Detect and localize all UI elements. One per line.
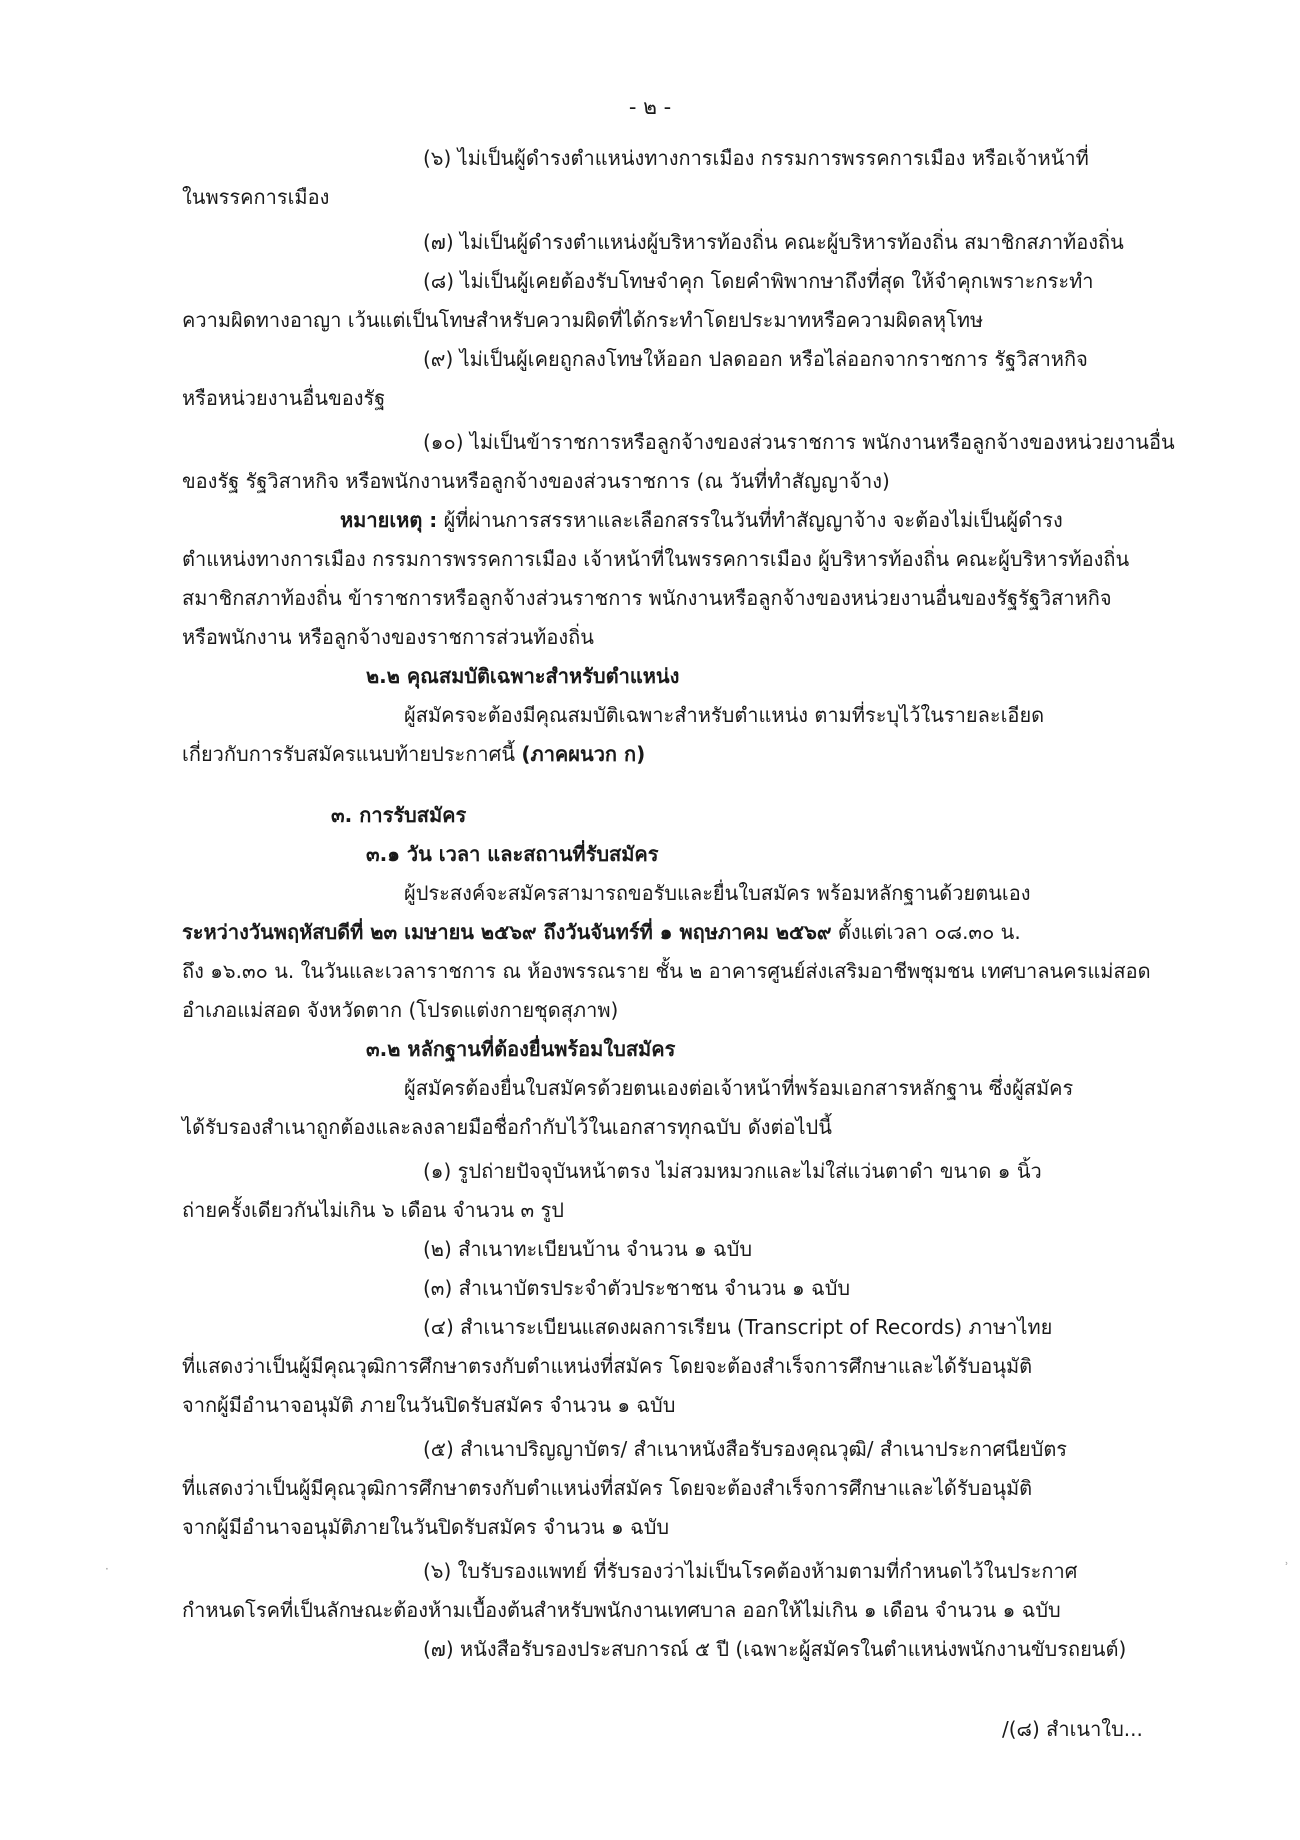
scan-speck: ·	[105, 1562, 109, 1576]
list-item: (๘) ไม่เป็นผู้เคยต้องรับโทษจำคุก โดยคำพิพากษาถึงที่สุด ให้จำคุกเพราะกระทำ	[423, 269, 1094, 293]
list-item: (๕) สำเนาปริญญาบัตร/ สำเนาหนังสือรับรองคุณวุฒิ/ สำเนาประกาศนียบัตร	[423, 1437, 1068, 1461]
list-item-continuation: ที่แสดงว่าเป็นผู้มีคุณวุฒิการศึกษาตรงกับตำแหน่งที่สมัคร โดยจะต้องสำเร็จการศึกษาและได้รับอนุมัติ	[182, 1476, 1033, 1500]
list-item-continuation: ของรัฐ รัฐวิสาหกิจ หรือพนักงานหรือลูกจ้างของส่วนราชการ (ณ วันที่ทำสัญญาจ้าง)	[182, 469, 890, 493]
paragraph-continuation: ได้รับรองสำเนาถูกต้องและลงลายมือชื่อกำกับไว้ในเอกสารทุกฉบับ ดังต่อไปนี้	[182, 1115, 832, 1139]
section-heading-3: ๓. การรับสมัคร	[331, 803, 467, 827]
list-item-continuation: ความผิดทางอาญา เว้นแต่เป็นโทษสำหรับความผิดที่ได้กระทำโดยประมาทหรือความผิดลหุโทษ	[182, 308, 984, 332]
paragraph-continuation: ระหว่างวันพฤหัสบดีที่ ๒๓ เมษายน ๒๕๖๙ ถึงวันจันทร์ที่ ๑ พฤษภาคม ๒๕๖๙ ตั้งแต่เวลา ๐๘.๓๐ น.	[182, 920, 1021, 944]
list-item-continuation: จากผู้มีอำนาจอนุมัติ ภายในวันปิดรับสมัคร จำนวน ๑ ฉบับ	[182, 1393, 676, 1417]
list-item: (๒) สำเนาทะเบียนบ้าน จำนวน ๑ ฉบับ	[423, 1237, 753, 1261]
continuation-marker: /(๘) สำเนาใบ...	[1002, 1717, 1143, 1741]
section-heading-3-1: ๓.๑ วัน เวลา และสถานที่รับสมัคร	[366, 842, 659, 866]
paragraph-continuation: ถึง ๑๖.๓๐ น. ในวันและเวลาราชการ ณ ห้องพรรณราย ชั้น ๒ อาคารศูนย์ส่งเสริมอาชีพชุมชน เทศบาลนครแม่สอด	[182, 959, 1151, 983]
list-item-continuation: ถ่ายครั้งเดียวกันไม่เกิน ๖ เดือน จำนวน ๓ รูป	[182, 1198, 564, 1222]
list-item: (๑๐) ไม่เป็นข้าราชการหรือลูกจ้างของส่วนราชการ พนักงานหรือลูกจ้างของหน่วยงานอื่น	[423, 430, 1175, 454]
paragraph-continuation: เกี่ยวกับการรับสมัครแนบท้ายประกาศนี้ (ภาคผนวก ก)	[182, 742, 646, 766]
list-item-continuation: จากผู้มีอำนาจอนุมัติภายในวันปิดรับสมัคร จำนวน ๑ ฉบับ	[182, 1515, 670, 1539]
list-item: (๗) ไม่เป็นผู้ดำรงตำแหน่งผู้บริหารท้องถิ่น คณะผู้บริหารท้องถิ่น สมาชิกสภาท้องถิ่น	[423, 230, 1124, 254]
appendix-reference: (ภาคผนวก ก)	[521, 742, 646, 766]
page-number: - ๒ -	[628, 95, 672, 119]
paragraph-continuation: อำเภอแม่สอด จังหวัดตาก (โปรดแต่งกายชุดสุภาพ)	[182, 998, 619, 1022]
remark-label: หมายเหตุ :	[340, 508, 438, 532]
paragraph: ผู้ประสงค์จะสมัครสามารถขอรับและยื่นใบสมัคร พร้อมหลักฐานด้วยตนเอง	[404, 881, 1031, 905]
list-item: (๗) หนังสือรับรองประสบการณ์ ๕ ปี (เฉพาะผู้สมัครในตำแหน่งพนักงานขับรถยนต์)	[423, 1637, 1127, 1661]
remark-continuation: หรือพนักงาน หรือลูกจ้างของราชการส่วนท้องถิ่น	[182, 625, 594, 649]
list-item: (๔) สำเนาระเบียนแสดงผลการเรียน (Transcript of Records) ภาษาไทย	[423, 1315, 1053, 1339]
list-item-continuation: กำหนดโรคที่เป็นลักษณะต้องห้ามเบื้องต้นสำหรับพนักงานเทศบาล ออกให้ไม่เกิน ๑ เดือน จำนวน ๑ ฉบับ	[182, 1598, 1061, 1622]
list-item-continuation: ที่แสดงว่าเป็นผู้มีคุณวุฒิการศึกษาตรงกับตำแหน่งที่สมัคร โดยจะต้องสำเร็จการศึกษาและได้รับอนุมัติ	[182, 1354, 1033, 1378]
list-item-continuation: หรือหน่วยงานอื่นของรัฐ	[182, 386, 386, 410]
remark-paragraph: หมายเหตุ : ผู้ที่ผ่านการสรรหาและเลือกสรรในวันที่ทำสัญญาจ้าง จะต้องไม่เป็นผู้ดำรง	[340, 508, 1063, 532]
list-item: (๑) รูปถ่ายปัจจุบันหน้าตรง ไม่สวมหมวกและไม่ใส่แว่นตาดำ ขนาด ๑ นิ้ว	[423, 1159, 1042, 1183]
list-item-continuation: ในพรรคการเมือง	[182, 185, 330, 209]
section-heading-3-2: ๓.๒ หลักฐานที่ต้องยื่นพร้อมใบสมัคร	[366, 1037, 676, 1061]
section-heading-2-2: ๒.๒ คุณสมบัติเฉพาะสำหรับตำแหน่ง	[366, 664, 680, 688]
remark-continuation: ตำแหน่งทางการเมือง กรรมการพรรคการเมือง เจ้าหน้าที่ในพรรคการเมือง ผู้บริหารท้องถิ่น คณะผู้บริหารท้องถิ่น	[182, 547, 1130, 571]
list-item: (๖) ไม่เป็นผู้ดำรงตำแหน่งทางการเมือง กรรมการพรรคการเมือง หรือเจ้าหน้าที่	[423, 146, 1089, 170]
application-period: ระหว่างวันพฤหัสบดีที่ ๒๓ เมษายน ๒๕๖๙ ถึงวันจันทร์ที่ ๑ พฤษภาคม ๒๕๖๙	[182, 920, 832, 944]
list-item: (๖) ใบรับรองแพทย์ ที่รับรองว่าไม่เป็นโรคต้องห้ามตามที่กำหนดไว้ในประกาศ	[423, 1559, 1078, 1583]
remark-continuation: สมาชิกสภาท้องถิ่น ข้าราชการหรือลูกจ้างส่วนราชการ พนักงานหรือลูกจ้างของหน่วยงานอื่นของรัฐรัฐวิสาหกิจ	[182, 586, 1112, 610]
scan-speck: ʾ	[1285, 1560, 1289, 1574]
paragraph: ผู้สมัครจะต้องมีคุณสมบัติเฉพาะสำหรับตำแหน่ง ตามที่ระบุไว้ในรายละเอียด	[404, 703, 1045, 727]
paragraph: ผู้สมัครต้องยื่นใบสมัครด้วยตนเองต่อเจ้าหน้าที่พร้อมเอกสารหลักฐาน ซึ่งผู้สมัคร	[404, 1076, 1074, 1100]
list-item: (๙) ไม่เป็นผู้เคยถูกลงโทษให้ออก ปลดออก หรือไล่ออกจากราชการ รัฐวิสาหกิจ	[423, 347, 1088, 371]
list-item: (๓) สำเนาบัตรประจำตัวประชาชน จำนวน ๑ ฉบับ	[423, 1276, 851, 1300]
